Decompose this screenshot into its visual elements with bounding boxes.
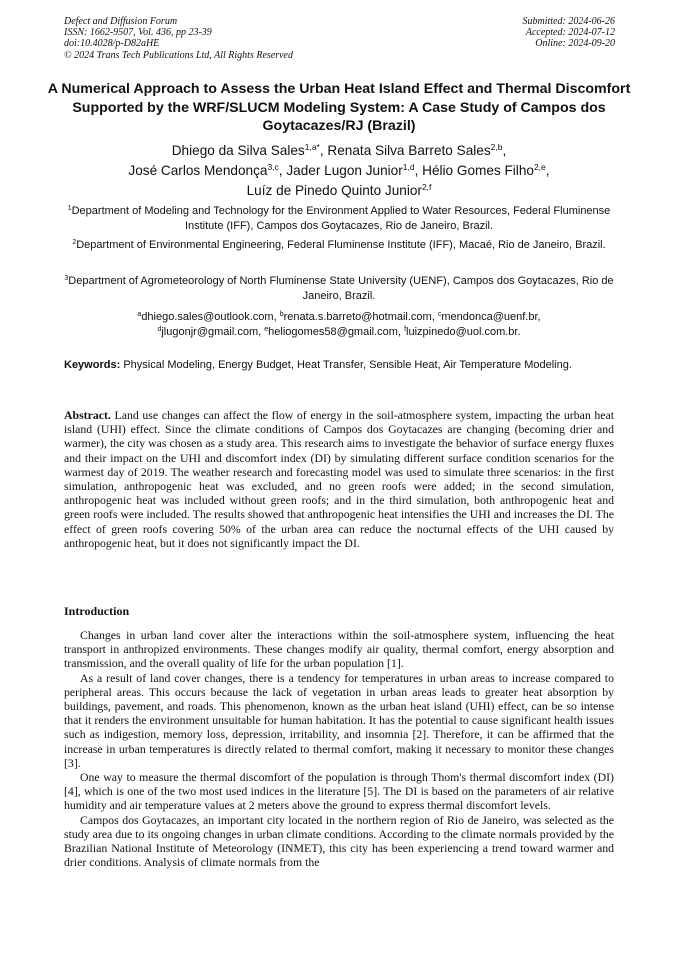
copyright: © 2024 Trans Tech Publications Ltd, All Rights Reserved <box>64 49 293 61</box>
paragraph: As a result of land cover changes, there is a tendency for temperatures in urban areas to increase compared to peripheral areas. This occurs because the lack of vegetation in urban areas leads to greater heat absorption by buildings, pavement, and roads. This phenomenon, known as the urban heat island (UHI) effect, can be so intense that it renders the environment unsuitable for human habitation. It has the potential to cause significant health issues such as indigestion, memory loss, depression, irritability, and insomnia [2]. Therefore, it can be affirmed that the increase in urban temperatures is directly related to thermal comfort, making it necessary to monitor these changes [3]. <box>64 670 614 770</box>
abstract-label: Abstract. <box>64 408 111 422</box>
abstract-text: Land use changes can affect the flow of energy in the soil-atmosphere system, impacting the urban heat island (UHI) effect. Since the climate conditions of Campos dos Goytacazes are changing (becoming drier and warmer), the city was chosen as a study area. This research aims to investigate the behavior of surface energy fluxes and their impact on the UHI and discomfort index (DI) by simulating different surface condition scenarios for the warmest day of 2019. The weather research and forecasting model was used to simulate three scenarios: in the first simulation, anthropogenic heat was excluded, and no green roofs were added; in the second simulation, anthropogenic heat was included without green roofs; and in the third simulation, both anthropogenic heat and green roofs were included. The results showed that anthropogenic heat intensifies the UHI and increases the DI. The effect of green roofs covering 50% of the urban area can reduce the nocturnal effects of the UHI caused by anthropogenic heat, but it does not significantly impact the DI. <box>64 408 614 550</box>
paper-title: A Numerical Approach to Assess the Urban Heat Island Effect and Thermal Discomfort Supported by the WRF/SLUCM Modeling System: A Case Study of Campos dos Goytacazes/RJ (Brazil) <box>47 81 631 134</box>
online-date: Online: 2024-09-20 <box>535 38 615 50</box>
doi: doi:10.4028/p-D82aHE <box>64 38 160 50</box>
issn: ISSN: 1662-9507, Vol. 436, pp 23-39 <box>64 27 212 39</box>
author: Jader Lugon Junior$^{1,d}$, <box>286 162 423 178</box>
paragraph: Changes in urban land cover alter the interactions within the soil-atmosphere system, influencing the heat transport in anthropized environments. These changes modify air quality, thermal comfort, energy absorption and transmission, and the overall quality of life for the urban population [1]. <box>64 628 614 671</box>
accepted-date: Accepted: 2024-07-12 <box>525 27 615 39</box>
author-emails: $^a$dhiego.sales@outlook.com, $^b$renata.s.barreto@hotmail.com, $^c$mendonca@uenf.br, $^d$jlugonjr@gmail.com, $^e$heliogomes58@gmail.com, $^f$luizpinedo@uol.com.br. <box>137 311 541 339</box>
email[interactable]: $^f$luizpinedo@uol.com.br <box>404 326 518 339</box>
submitted-date: Submitted: 2024-06-26 <box>522 16 615 27</box>
publication-dates <box>523 16 616 50</box>
email[interactable]: $^c$mendonca@uenf.br <box>437 311 538 323</box>
keywords-label: Keywords: <box>64 359 121 371</box>
email[interactable]: $^e$heliogomes58@gmail.com <box>264 326 398 339</box>
author: Luíz de Pinedo Quinto Junior$^{2,f}$ <box>246 182 432 198</box>
keywords <box>64 358 614 373</box>
author: Dhiego da Silva Sales$^{1,a*}$, <box>171 142 328 158</box>
section-heading: Introduction <box>64 604 130 618</box>
journal-info <box>64 16 293 61</box>
author: Hélio Gomes Filho$^{2,e}$, <box>422 162 550 178</box>
paragraph: One way to measure the thermal discomfort of the population is through Thom's thermal discomfort index (DI) [4], which is one of the two most used indices in the literature [5]. The DI is based on the parameters of air relative humidity and air temperature values at 2 meters above the ground to express thermal discomfort levels. <box>64 770 614 813</box>
email[interactable]: $^b$renata.s.barreto@hotmail.com <box>279 311 432 323</box>
abstract <box>64 408 614 550</box>
paragraph: Campos dos Goytacazes, an important city located in the northern region of Rio de Janeiro, was selected as the study area due to its ongoing changes in urban climate conditions. According to the climate normals provided by the Brazilian National Institute of Meteorology (INMET), this city has been experiencing a trend toward warmer and drier conditions. Analysis of climate normals from the <box>64 812 614 870</box>
email[interactable]: $^d$jlugonjr@gmail.com <box>157 326 259 339</box>
author: José Carlos Mendonça$^{3,c}$, <box>128 162 287 178</box>
email[interactable]: $^a$dhiego.sales@outlook.com <box>137 311 274 323</box>
introduction-body <box>64 628 614 869</box>
author: Renata Silva Barreto Sales$^{2,b}$, <box>327 142 507 158</box>
keywords-text: Physical Modeling, Energy Budget, Heat Transfer, Sensible Heat, Air Temperature Modeling. <box>123 359 572 371</box>
affiliation: $^3$Department of Agrometeorology of North Fluminense State University (UENF), Campos dos Goytacazes, Rio de Janeiro, Brazil. <box>64 275 614 303</box>
affiliation: $^1$Department of Modeling and Technology for the Environment Applied to Water Resources, Federal Fluminense Institute (IFF), Campos dos Goytacazes, Rio de Janeiro, Brazil. <box>67 205 611 233</box>
affiliation: $^2$Department of Environmental Engineering, Federal Fluminense Institute (IFF), Macaé, Rio de Janeiro, Brazil. <box>72 239 606 251</box>
author-list <box>40 141 638 201</box>
journal-name: Defect and Diffusion Forum <box>64 16 178 27</box>
